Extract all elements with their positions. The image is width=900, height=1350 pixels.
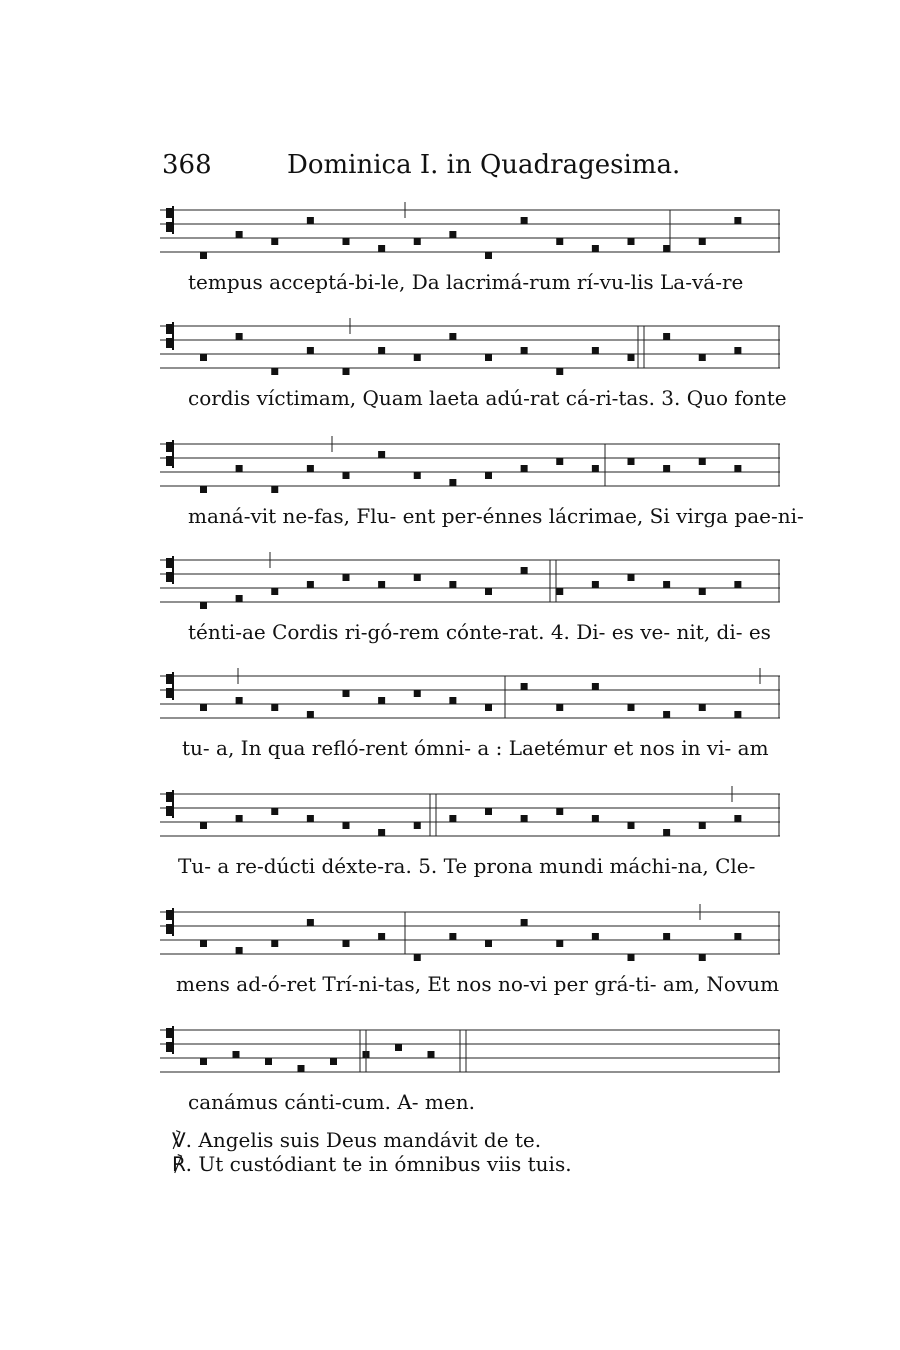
neume-note — [734, 217, 741, 224]
neume-note — [699, 354, 706, 361]
lyric-line: maná-vit ne-fas, Flu- ent per-énnes lácrimae, Si virga pae-ni- — [188, 504, 804, 528]
neume-note — [298, 1065, 305, 1072]
clef-mark — [166, 924, 173, 934]
clef-mark — [166, 222, 173, 232]
clef-mark — [166, 558, 173, 568]
neume-note — [699, 458, 706, 465]
neume-note — [200, 602, 207, 609]
neume-note — [485, 588, 492, 595]
neume-note — [271, 588, 278, 595]
neume-note — [200, 704, 207, 711]
neume-note — [663, 711, 670, 718]
neume-note — [378, 245, 385, 252]
clef-mark — [166, 338, 173, 348]
neume-note — [556, 704, 563, 711]
neume-note — [663, 829, 670, 836]
neume-note — [307, 581, 314, 588]
page-number: 368 — [162, 150, 212, 180]
lyric-line: tempus acceptá-bi-le, Da lacrimá-rum rí-vu-lis La-vá-re — [188, 270, 744, 294]
music-staff — [160, 552, 780, 612]
neume-note — [521, 567, 528, 574]
music-staff — [160, 904, 780, 964]
neume-note — [449, 933, 456, 940]
neume-note — [449, 231, 456, 238]
clef-mark — [166, 806, 173, 816]
neume-note — [236, 465, 243, 472]
clef-mark — [166, 456, 173, 466]
neume-note — [734, 711, 741, 718]
neume-note — [556, 238, 563, 245]
clef-mark — [166, 688, 173, 698]
neume-note — [378, 347, 385, 354]
neume-note — [556, 458, 563, 465]
neume-note — [378, 933, 385, 940]
neume-note — [592, 347, 599, 354]
lyric-line: mens ad-ó-ret Trí-ni-tas, Et nos no-vi per grá-ti- am, Novum — [176, 972, 780, 996]
neume-note — [592, 815, 599, 822]
clef-mark — [166, 324, 173, 334]
neume-note — [734, 815, 741, 822]
neume-note — [200, 940, 207, 947]
neume-note — [556, 808, 563, 815]
neume-note — [449, 479, 456, 486]
neume-note — [307, 815, 314, 822]
neume-note — [663, 465, 670, 472]
neume-note — [592, 933, 599, 940]
neume-note — [663, 933, 670, 940]
neume-note — [343, 368, 350, 375]
neume-note — [628, 574, 635, 581]
neume-note — [200, 486, 207, 493]
neume-note — [663, 245, 670, 252]
neume-note — [330, 1058, 337, 1065]
neume-note — [378, 451, 385, 458]
neume-note — [414, 354, 421, 361]
neume-note — [521, 347, 528, 354]
music-staff — [160, 668, 780, 728]
neume-note — [343, 472, 350, 479]
neume-note — [663, 581, 670, 588]
neume-note — [271, 238, 278, 245]
versicle: ℣. Angelis suis Deus mandávit de te. — [172, 1128, 542, 1152]
neume-note — [734, 465, 741, 472]
neume-note — [449, 581, 456, 588]
music-staff — [160, 318, 780, 378]
neume-note — [734, 933, 741, 940]
neume-note — [236, 815, 243, 822]
neume-note — [628, 354, 635, 361]
neume-note — [307, 711, 314, 718]
neume-note — [414, 472, 421, 479]
clef-mark — [166, 674, 173, 684]
neume-note — [663, 333, 670, 340]
neume-note — [734, 347, 741, 354]
lyric-line: tu- a, In qua refló-rent ómni- a : Laetémur et nos in vi- am — [182, 736, 769, 760]
versicles — [172, 1128, 772, 1176]
clef-mark — [166, 572, 173, 582]
neume-note — [485, 354, 492, 361]
neume-note — [343, 574, 350, 581]
neume-note — [307, 347, 314, 354]
neume-note — [200, 1058, 207, 1065]
neume-note — [414, 822, 421, 829]
neume-note — [592, 465, 599, 472]
neume-note — [378, 829, 385, 836]
music-staff — [160, 436, 780, 496]
neume-note — [271, 368, 278, 375]
neume-note — [200, 354, 207, 361]
neume-note — [395, 1044, 402, 1051]
clef-mark — [166, 1042, 173, 1052]
neume-note — [378, 697, 385, 704]
neume-note — [236, 697, 243, 704]
neume-note — [414, 574, 421, 581]
clef-mark — [166, 792, 173, 802]
neume-note — [343, 822, 350, 829]
neume-note — [271, 808, 278, 815]
lyric-line: Tu- a re-dúcti déxte-ra. 5. Te prona mundi máchi-na, Cle- — [178, 854, 756, 878]
neume-note — [271, 486, 278, 493]
neume-note — [699, 238, 706, 245]
neume-note — [265, 1058, 272, 1065]
neume-note — [414, 690, 421, 697]
neume-note — [378, 581, 385, 588]
neume-note — [236, 231, 243, 238]
neume-note — [236, 595, 243, 602]
neume-note — [343, 238, 350, 245]
neume-note — [485, 472, 492, 479]
neume-note — [556, 368, 563, 375]
neume-note — [343, 690, 350, 697]
neume-note — [449, 333, 456, 340]
neume-note — [485, 940, 492, 947]
neume-note — [628, 822, 635, 829]
page-title: Dominica I. in Quadragesima. — [287, 150, 681, 180]
neume-note — [699, 954, 706, 961]
neume-note — [236, 947, 243, 954]
lyric-line: cordis víctimam, Quam laeta adú-rat cá-ri-tas. 3. Quo fonte — [188, 386, 787, 410]
neume-note — [414, 954, 421, 961]
neume-note — [343, 940, 350, 947]
neume-note — [485, 808, 492, 815]
neume-note — [307, 217, 314, 224]
neume-note — [233, 1051, 240, 1058]
neume-note — [521, 683, 528, 690]
clef-mark — [166, 442, 173, 452]
neume-note — [556, 940, 563, 947]
page-header — [162, 150, 782, 190]
neume-note — [307, 465, 314, 472]
neume-note — [699, 588, 706, 595]
clef-mark — [166, 910, 173, 920]
lyric-line: ténti-ae Cordis ri-gó-rem cónte-rat. 4. Di- es ve- nit, di- es — [188, 620, 771, 644]
neume-note — [485, 252, 492, 259]
neume-note — [556, 588, 563, 595]
neume-note — [485, 704, 492, 711]
clef-mark — [166, 1028, 173, 1038]
neume-note — [734, 581, 741, 588]
neume-note — [628, 458, 635, 465]
neume-note — [628, 704, 635, 711]
neume-note — [271, 940, 278, 947]
neume-note — [200, 822, 207, 829]
neume-note — [592, 245, 599, 252]
neume-note — [449, 697, 456, 704]
neume-note — [307, 919, 314, 926]
neume-note — [699, 822, 706, 829]
music-staff — [160, 1022, 780, 1082]
neume-note — [236, 333, 243, 340]
neume-note — [200, 252, 207, 259]
neume-note — [521, 217, 528, 224]
neume-note — [414, 238, 421, 245]
music-staff — [160, 786, 780, 846]
lyric-line: canámus cánti-cum. A- men. — [188, 1090, 475, 1114]
neume-note — [628, 954, 635, 961]
neume-note — [592, 683, 599, 690]
neume-note — [521, 815, 528, 822]
neume-note — [449, 815, 456, 822]
neume-note — [428, 1051, 435, 1058]
neume-note — [699, 704, 706, 711]
neume-note — [521, 919, 528, 926]
response: ℟. Ut custódiant te in ómnibus viis tuis. — [172, 1152, 572, 1176]
music-staff — [160, 202, 780, 262]
clef-mark — [166, 208, 173, 218]
neume-note — [521, 465, 528, 472]
neume-note — [271, 704, 278, 711]
neume-note — [592, 581, 599, 588]
neume-note — [628, 238, 635, 245]
